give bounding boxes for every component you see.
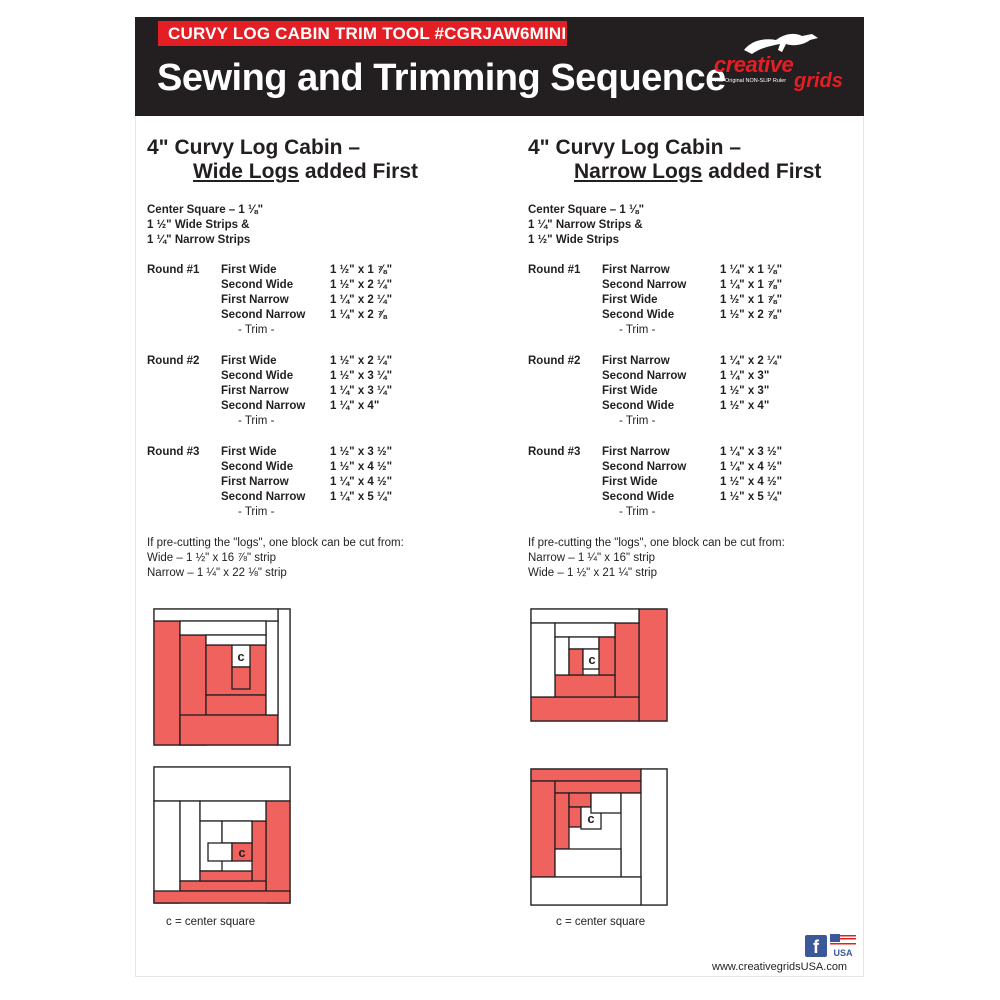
log-cabin-diagram-narrow-2 <box>527 765 672 910</box>
strip-name: Second Wide <box>602 400 675 412</box>
left-caption: c = center square <box>166 916 256 928</box>
logo-word-grids: grids <box>794 70 843 92</box>
trim-note: - Trim - <box>238 506 275 518</box>
strip-size: 1 ¼" x 2 ⅞ <box>330 309 387 321</box>
round-label: Round #2 <box>147 355 200 367</box>
strip-size: 1 ½" x 1 ⅞" <box>330 264 393 276</box>
right-intro-line: 1 ¼" Narrow Strips & <box>528 219 643 231</box>
strip-name: First Narrow <box>602 355 670 367</box>
strip-size: 1 ¼" x 3 ½" <box>720 446 783 458</box>
center-square-label: c <box>238 845 246 860</box>
strip-name: First Wide <box>602 476 658 488</box>
log-cabin-diagram-wide-2 <box>150 763 295 908</box>
strip-name: First Narrow <box>221 294 289 306</box>
precut-note: Wide – 1 ½" x 16 ⅞" strip <box>147 552 276 564</box>
strip-name: First Narrow <box>602 264 670 276</box>
left-heading-line2 <box>193 158 418 185</box>
center-square-label: c <box>587 811 595 826</box>
strip-size: 1 ½" x 4" <box>720 400 770 412</box>
strip-name: First Wide <box>602 294 658 306</box>
strip-size: 1 ¼" x 5 ¼" <box>330 491 393 503</box>
right-heading-line2 <box>574 158 821 185</box>
strip-name: First Wide <box>221 446 277 458</box>
strip-size: 1 ¼" x 4 ½" <box>720 461 783 473</box>
right-heading-underlined: Narrow Logs <box>574 160 703 183</box>
strip-name: First Wide <box>221 264 277 276</box>
strip-name: Second Wide <box>602 491 675 503</box>
precut-note: If pre-cutting the "logs", one block can be cut from: <box>147 537 404 549</box>
strip-name: Second Narrow <box>221 400 306 412</box>
round-label: Round #3 <box>147 446 200 458</box>
left-heading-underlined: Wide Logs <box>193 160 299 183</box>
strip-name: First Narrow <box>602 446 670 458</box>
strip-name: First Wide <box>602 385 658 397</box>
made-in-usa-flag-icon <box>830 934 856 958</box>
trim-note: - Trim - <box>619 506 656 518</box>
round-label: Round #3 <box>528 446 581 458</box>
strip-size: 1 ¼" x 1 ⅞" <box>720 279 783 291</box>
left-intro-line: 1 ½" Wide Strips & <box>147 219 250 231</box>
round-label: Round #2 <box>528 355 581 367</box>
strip-name: Second Narrow <box>602 370 687 382</box>
strip-size: 1 ½" x 3 ¼" <box>330 370 393 382</box>
left-intro-line: 1 ¼" Narrow Strips <box>147 234 251 246</box>
strip-size: 1 ¼" x 2 ¼" <box>330 294 393 306</box>
strip-size: 1 ½" x 2 ⅞" <box>720 309 783 321</box>
left-heading-rest: added First <box>298 160 419 183</box>
usa-label: USA <box>833 948 853 958</box>
precut-note: Narrow – 1 ¼" x 22 ⅛" strip <box>147 567 287 579</box>
strip-size: 1 ½" x 4 ½" <box>720 476 783 488</box>
right-heading-line1: 4" Curvy Log Cabin – <box>528 136 741 159</box>
precut-note: Narrow – 1 ¼" x 16" strip <box>528 552 656 564</box>
right-caption: c = center square <box>556 916 646 928</box>
strip-name: Second Narrow <box>602 279 687 291</box>
center-square-label: c <box>588 652 596 667</box>
strip-name: First Wide <box>221 355 277 367</box>
strip-size: 1 ½" x 4 ½" <box>330 461 393 473</box>
strip-name: Second Wide <box>221 279 294 291</box>
trim-note: - Trim - <box>619 415 656 427</box>
strip-name: Second Narrow <box>602 461 687 473</box>
right-heading-rest: added First <box>702 160 822 183</box>
facebook-icon[interactable]: f <box>805 935 827 957</box>
trim-note: - Trim - <box>619 324 656 336</box>
strip-name: Second Wide <box>602 309 675 321</box>
strip-size: 1 ¼" x 4 ½" <box>330 476 393 488</box>
strip-size: 1 ½" x 2 ¼" <box>330 279 393 291</box>
trim-note: - Trim - <box>238 324 275 336</box>
strip-name: First Narrow <box>221 385 289 397</box>
log-cabin-diagram-wide-1 <box>150 605 295 750</box>
strip-size: 1 ½" x 3" <box>720 385 770 397</box>
strip-size: 1 ¼" x 2 ¼" <box>720 355 783 367</box>
strip-size: 1 ½" x 3 ½" <box>330 446 393 458</box>
strip-name: Second Narrow <box>221 309 306 321</box>
precut-note: Wide – 1 ½" x 21 ¼" strip <box>528 567 657 579</box>
creative-grids-logo <box>712 28 852 98</box>
strip-name: First Narrow <box>221 476 289 488</box>
left-intro-line: Center Square – 1 ⅛" <box>147 204 264 216</box>
strip-size: 1 ½" x 2 ¼" <box>330 355 393 367</box>
round-label: Round #1 <box>528 264 581 276</box>
logo-word-creative: creative <box>714 52 794 77</box>
strip-size: 1 ¼" x 4" <box>330 400 380 412</box>
strip-size: 1 ¼" x 3" <box>720 370 770 382</box>
log-cabin-diagram-narrow-1 <box>527 605 672 725</box>
right-intro-line: Center Square – 1 ⅛" <box>528 204 645 216</box>
product-tag: CURVY LOG CABIN TRIM TOOL #CGRJAW6MINI <box>158 21 567 46</box>
strip-size: 1 ¼" x 3 ¼" <box>330 385 393 397</box>
trim-note: - Trim - <box>238 415 275 427</box>
strip-size: 1 ½" x 1 ⅞" <box>720 294 783 306</box>
center-square-label: c <box>237 649 245 664</box>
strip-size: 1 ½" x 5 ¼" <box>720 491 783 503</box>
page-title: Sewing and Trimming Sequence <box>157 57 726 99</box>
website-link[interactable]: www.creativegridsUSA.com <box>712 961 848 973</box>
logo-tagline: The Original NON-SLIP Ruler <box>714 78 787 84</box>
right-intro-line: 1 ½" Wide Strips <box>528 234 619 246</box>
precut-note: If pre-cutting the "logs", one block can be cut from: <box>528 537 785 549</box>
strip-name: Second Narrow <box>221 491 306 503</box>
strip-name: Second Wide <box>221 370 294 382</box>
strip-name: Second Wide <box>221 461 294 473</box>
round-label: Round #1 <box>147 264 200 276</box>
strip-size: 1 ¼" x 1 ⅛" <box>720 264 783 276</box>
left-heading-line1: 4" Curvy Log Cabin – <box>147 136 360 159</box>
